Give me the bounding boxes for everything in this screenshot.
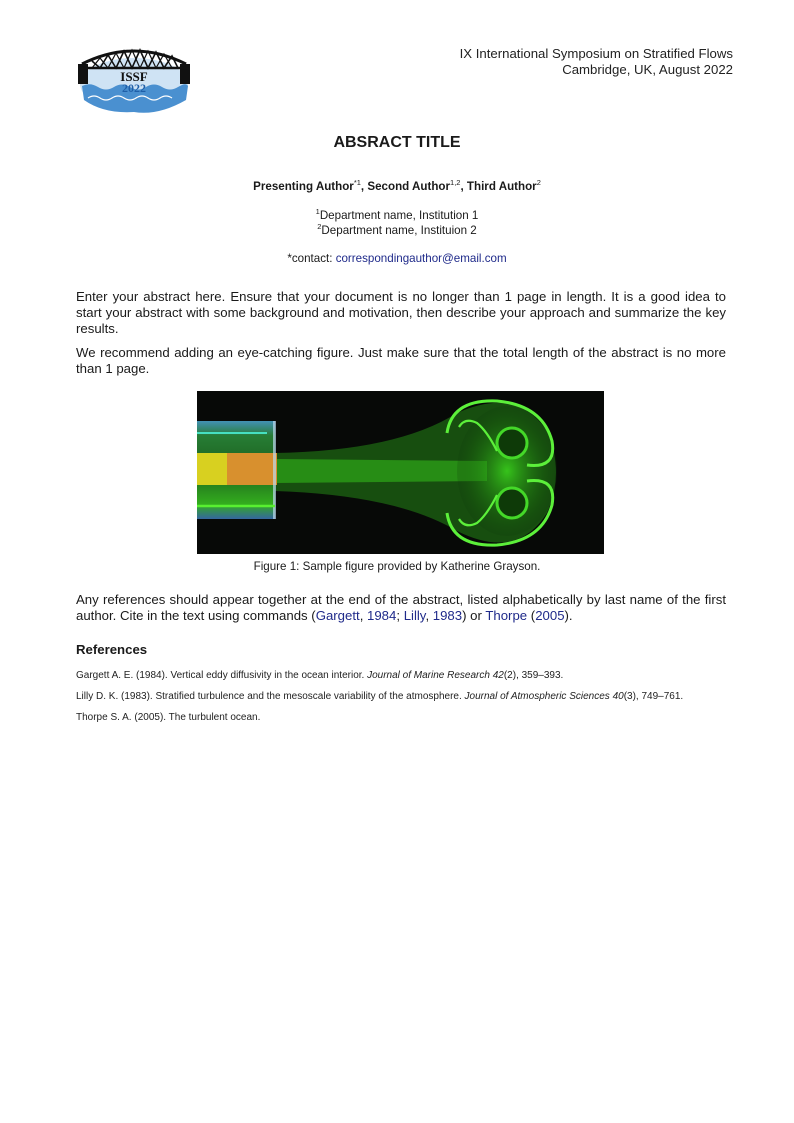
conference-header [460, 46, 733, 78]
citation-lilly-link[interactable]: Lilly [403, 608, 426, 623]
reference-text: (2), 359–393. [503, 670, 564, 681]
abstract-paragraph-1: Enter your abstract here. Ensure that your document is no longer than 1 page in length. It is a good idea to start your abstract with some background and motivation, then describe your approach and summarize the key results. [76, 289, 726, 336]
author-separator: , [360, 180, 368, 193]
affiliation [0, 208, 794, 223]
paragraph-text: ). [564, 608, 573, 623]
abstract-paragraph-2: We recommend adding an eye-catching figure. Just make sure that the total length of the abstract is no more than 1 page. [76, 345, 726, 376]
reference-journal: Journal of Marine Research 42 [367, 670, 504, 681]
citation-separator: , [425, 608, 433, 623]
reference-text: Thorpe S. A. (2005). The turbulent ocean. [76, 712, 261, 723]
paragraph-text: ( [527, 608, 536, 623]
affiliation-list [0, 208, 794, 238]
affiliation-text: Department name, Institution 1 [319, 209, 479, 222]
reference-journal: Journal of Atmospheric Sciences 40 [464, 691, 624, 702]
reference-text: Gargett A. E. (1984). Vertical eddy diffusivity in the ocean interior. [76, 670, 368, 681]
paragraph-text: Any references should appear together at the end of the abstract, listed alphabetically by last name of the first author. Cite in the text using commands ( [76, 592, 726, 623]
affiliation [0, 223, 794, 238]
bridge-logo-icon [78, 42, 190, 114]
issf-logo [78, 42, 190, 114]
contact-label: *contact: [287, 252, 336, 265]
citation-separator: ; [396, 608, 404, 623]
citation-thorpe-year-link[interactable]: 2005 [535, 608, 565, 623]
affiliation-mark: 2 [317, 222, 322, 231]
references-heading: References [76, 642, 148, 657]
svg-text:2022: 2022 [122, 81, 146, 95]
abstract-title: ABSRACT TITLE [333, 134, 461, 151]
affiliation-text: Department name, Instituion 2 [321, 224, 477, 237]
citation-separator: , [359, 608, 368, 623]
author-list [0, 180, 794, 193]
contact-line [0, 252, 794, 265]
reference-list [76, 665, 736, 728]
conference-name: IX International Symposium on Stratified Flows [459, 46, 733, 61]
citation-gargett-link[interactable]: Gargett [315, 608, 360, 623]
paragraph-text: ) or [462, 608, 486, 623]
author-separator: , [460, 180, 467, 193]
conference-location-date: Cambridge, UK, August 2022 [562, 62, 733, 77]
sample-figure [197, 391, 604, 554]
affiliation-mark: 1 [315, 207, 320, 216]
vortex-ring-image [197, 391, 604, 554]
citation-thorpe-link[interactable]: Thorpe [485, 608, 528, 623]
reference-item [76, 686, 736, 707]
author-name: Third Author [466, 180, 537, 193]
abstract-paragraph-3 [76, 592, 726, 624]
reference-text: (3), 749–761. [623, 691, 684, 702]
author-affiliation-mark: *1 [353, 178, 361, 187]
contact-email-link[interactable]: correspondingauthor@email.com [335, 252, 507, 265]
citation-gargett-year-link[interactable]: 1984 [367, 608, 397, 623]
author-name: Second Author [367, 180, 451, 193]
svg-text:ISSF: ISSF [120, 69, 148, 84]
reference-item [76, 665, 736, 686]
author-affiliation-mark: 2 [536, 178, 541, 187]
author-name: Presenting Author [253, 180, 354, 193]
author-affiliation-mark: 1,2 [450, 178, 461, 187]
reference-text: Lilly D. K. (1983). Stratified turbulence and the mesoscale variability of the atmosphere. [76, 691, 465, 702]
figure-caption: Figure 1: Sample figure provided by Katherine Grayson. [253, 560, 541, 573]
citation-lilly-year-link[interactable]: 1983 [432, 608, 463, 623]
reference-item [76, 707, 736, 728]
